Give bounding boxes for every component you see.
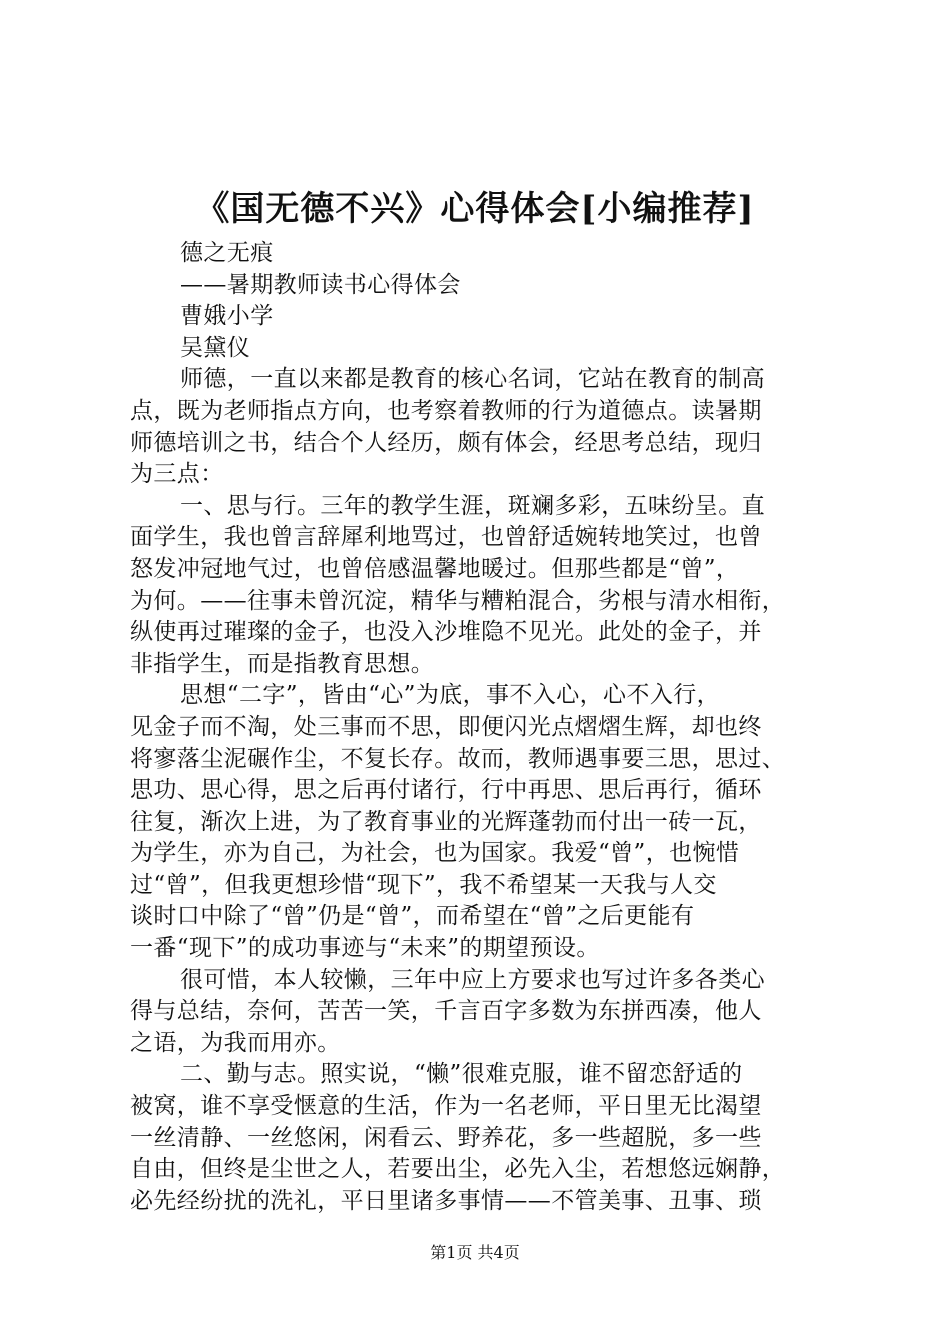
body-line: 怒发冲冠地气过，也曾倍感温馨地暖过。但那些都是“曾”， bbox=[130, 555, 740, 582]
body-line: 为学生，亦为自己，为社会，也为国家。我爱“曾”，也惋惜 bbox=[130, 840, 740, 867]
body-line: 得与总结，奈何，苦苦一笑，千言百字多数为东拼西凑，他人 bbox=[130, 998, 762, 1025]
body-line: 曹娥小学 bbox=[180, 303, 274, 330]
document-title: 《国无德不兴》心得体会[小编推荐] bbox=[195, 189, 755, 229]
body-line: 自由，但终是尘世之人，若要出尘，必先入尘，若想悠远娴静， bbox=[130, 1156, 786, 1183]
body-line: 一番“现下”的成功事迹与“未来”的期望预设。 bbox=[130, 935, 600, 962]
body-line: 师德培训之书，结合个人经历，颇有体会，经思考总结，现归 bbox=[130, 429, 762, 456]
body-line: 纵使再过璀璨的金子，也没入沙堆隐不见光。此处的金子，并 bbox=[130, 619, 762, 646]
body-line: 非指学生，而是指教育思想。 bbox=[130, 650, 435, 677]
body-line: 将寥落尘泥碾作尘，不复长存。故而，教师遇事要三思，思过、 bbox=[130, 745, 786, 772]
body-line: 过“曾”，但我更想珍惜“现下”，我不希望某一天我与人交 bbox=[130, 871, 717, 898]
body-line: 点，既为老师指点方向，也考察着教师的行为道德点。读暑期 bbox=[130, 397, 762, 424]
body-line: 思功、思心得，思之后再付诸行，行中再思、思后再行，循环 bbox=[130, 777, 762, 804]
body-line: 谈时口中除了“曾”仍是“曾”，而希望在“曾”之后更能有 bbox=[130, 903, 695, 930]
body-line: 面学生，我也曾言辞犀利地骂过，也曾舒适婉转地笑过，也曾 bbox=[130, 524, 762, 551]
body-line: 师德，一直以来都是教育的核心名词，它站在教育的制高 bbox=[180, 366, 765, 393]
body-line: 一丝清静、一丝悠闲，闲看云、野养花，多一些超脱，多一些 bbox=[130, 1124, 762, 1151]
page-footer: 第1页 共4页 bbox=[430, 1243, 520, 1262]
body-line: 被窝，谁不享受惬意的生活，作为一名老师，平日里无比渴望 bbox=[130, 1093, 762, 1120]
body-line: 二、勤与志。照实说，“懒”很难克服，谁不留恋舒适的 bbox=[180, 1061, 743, 1088]
body-line: 为三点： bbox=[130, 461, 224, 488]
body-line: ——暑期教师读书心得体会 bbox=[180, 271, 461, 298]
body-line: 一、思与行。三年的教学生涯，斑斓多彩，五味纷呈。直 bbox=[180, 492, 765, 519]
body-line: 为何。——往事未曾沉淀，精华与糟粕混合，劣根与清水相衔， bbox=[130, 587, 786, 614]
body-line: 思想“二字”，皆由“心”为底，事不入心，心不入行， bbox=[180, 682, 721, 709]
body-line: 吴黛仪 bbox=[180, 334, 251, 361]
body-line: 很可惜，本人较懒，三年中应上方要求也写过许多各类心 bbox=[180, 966, 765, 993]
document-body bbox=[130, 238, 832, 1217]
body-line: 之语，为我而用亦。 bbox=[130, 1029, 341, 1056]
body-line: 德之无痕 bbox=[180, 240, 274, 266]
body-line: 必先经纷扰的洗礼，平日里诸多事情——不管美事、丑事、琐 bbox=[130, 1187, 762, 1214]
body-line: 见金子而不淘，处三事而不思，即便闪光点熠熠生辉，却也终 bbox=[130, 713, 762, 740]
body-line: 往复，渐次上进，为了教育事业的光辉蓬勃而付出一砖一瓦， bbox=[130, 808, 762, 835]
